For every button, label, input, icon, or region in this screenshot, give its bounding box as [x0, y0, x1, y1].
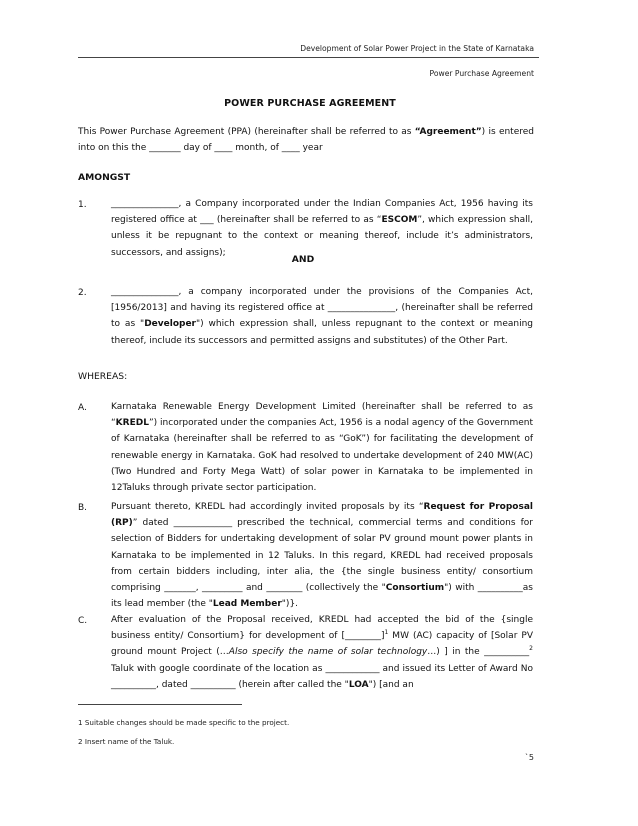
- clause-c-label: C.: [78, 616, 88, 626]
- rfp-term: Request for Proposal (RP): [111, 502, 534, 529]
- footnote-ref-2[interactable]: 2: [529, 645, 533, 653]
- clause-a-paragraph: [111, 399, 533, 496]
- clause-b-text: Pursuant thereto, KREDL had accordingly invited proposals by its “: [111, 502, 424, 512]
- header-rule: [78, 57, 539, 58]
- clause-c-paragraph: [111, 612, 533, 693]
- footnote-ref-1[interactable]: 1: [384, 629, 389, 637]
- clause-b-text-4: ")}.: [281, 599, 299, 610]
- loa-term: LOA: [348, 679, 369, 690]
- clause-a-text: Karnataka Renewable Energy Development Limited (hereinafter shall be referred to as “: [111, 402, 533, 429]
- kredl-term: KREDL: [115, 418, 149, 429]
- whereas-heading: WHEREAS:: [78, 371, 128, 382]
- party1-number: 1.: [78, 200, 87, 210]
- clause-b-text-2: ” dated _____________ prescribed the technical, commercial terms and conditions for selection of Bidders for undertaking development of solar PV ground mount power plants in Karnataka to be implemented in 12 Taluks. In this regard, KREDL had received proposals from certain bidders including, inter alia, the {the single business entity/ consortium comprising _______, _________ and ________ (collectively the ": [111, 518, 533, 594]
- clause-c-text-2: MW (AC) capacity of [Solar PV ground mount Project (…: [111, 631, 533, 658]
- party2-text-2: ") which expression shall, unless repugnant to the context or meaning thereof, include its successors and permitted assigns and substitutes) of the Other Part.: [111, 319, 533, 346]
- document-title: POWER PURCHASE AGREEMENT: [224, 98, 396, 109]
- footnote-2: 2 Insert name of the Taluk.: [78, 737, 175, 746]
- clause-b-paragraph: [111, 499, 533, 612]
- intro-text-2: ) is entered into on this the _______ day of ____ month, of ____ year: [78, 127, 534, 154]
- escom-term: ESCOM: [381, 215, 418, 226]
- footnote-1: 1 Suitable changes should be made specific to the project.: [78, 718, 290, 727]
- amongst-heading: AMONGST: [78, 172, 131, 183]
- party1-paragraph: [111, 196, 533, 261]
- consortium-term: Consortium: [385, 583, 445, 594]
- clause-a-label: A.: [78, 403, 87, 413]
- party1-text: _______________, a Company incorporated under the Indian Companies Act, 1956 having its registered office at ___ (hereinafter shall be referred to as “: [111, 199, 533, 226]
- party2-paragraph: [111, 284, 533, 349]
- clause-a-text-2: ”) incorporated under the companies Act, 1956 is a nodal agency of the Government of Karnataka (hereinafter shall be referred to as “GoK”) for facilitating the development of renewable energy in Karnataka. GoK had resolved to undertake development of 240 MW(AC) (Two Hundred and Forty Mega Watt) of solar power in Karnataka to be implemented in 12Taluks through private sector participation.: [111, 418, 533, 494]
- clause-c-text: After evaluation of the Proposal received, KREDL had accepted the bid of the {single business entity/ Consortium} for development of [________]: [111, 615, 533, 642]
- footnote-rule: [78, 704, 242, 705]
- running-header-subtitle: Power Purchase Agreement: [429, 69, 534, 78]
- clause-c-text-5: ") [and an: [368, 679, 414, 690]
- party2-number: 2.: [78, 288, 87, 298]
- lead-member-term: Lead Member: [212, 599, 282, 610]
- and-separator: AND: [291, 254, 315, 265]
- intro-paragraph: [78, 124, 534, 157]
- intro-text: This Power Purchase Agreement (PPA) (hereinafter shall be referred to as: [78, 127, 415, 137]
- clause-b-text-3: ") with __________as its lead member (the ": [111, 583, 533, 610]
- running-header-title: Development of Solar Power Project in the State of Karnataka: [300, 44, 534, 53]
- clause-c-text-4: Taluk with google coordinate of the location as ____________ and issued its Letter of Award No __________, dated __________ (herein after called the ": [111, 663, 533, 690]
- clause-c-text-3: …) ] in the __________: [427, 647, 530, 658]
- clause-c-italic-note: Also specify the name of solar technology: [228, 647, 428, 658]
- party2-text: _______________, a company incorporated under the provisions of the Companies Act, [1956/2013] and having its registered office at _______________, (hereinafter shall be referred to as ": [111, 287, 533, 330]
- page-number: `5: [524, 753, 534, 762]
- party1-text-2: ”, which expression shall, unless it be repugnant to the context or meaning thereof, include it’s administrators, successors, and assigns);: [111, 215, 533, 258]
- developer-term: Developer: [144, 319, 196, 330]
- agreement-term: “Agreement”: [414, 127, 482, 137]
- clause-b-label: B.: [78, 503, 88, 513]
